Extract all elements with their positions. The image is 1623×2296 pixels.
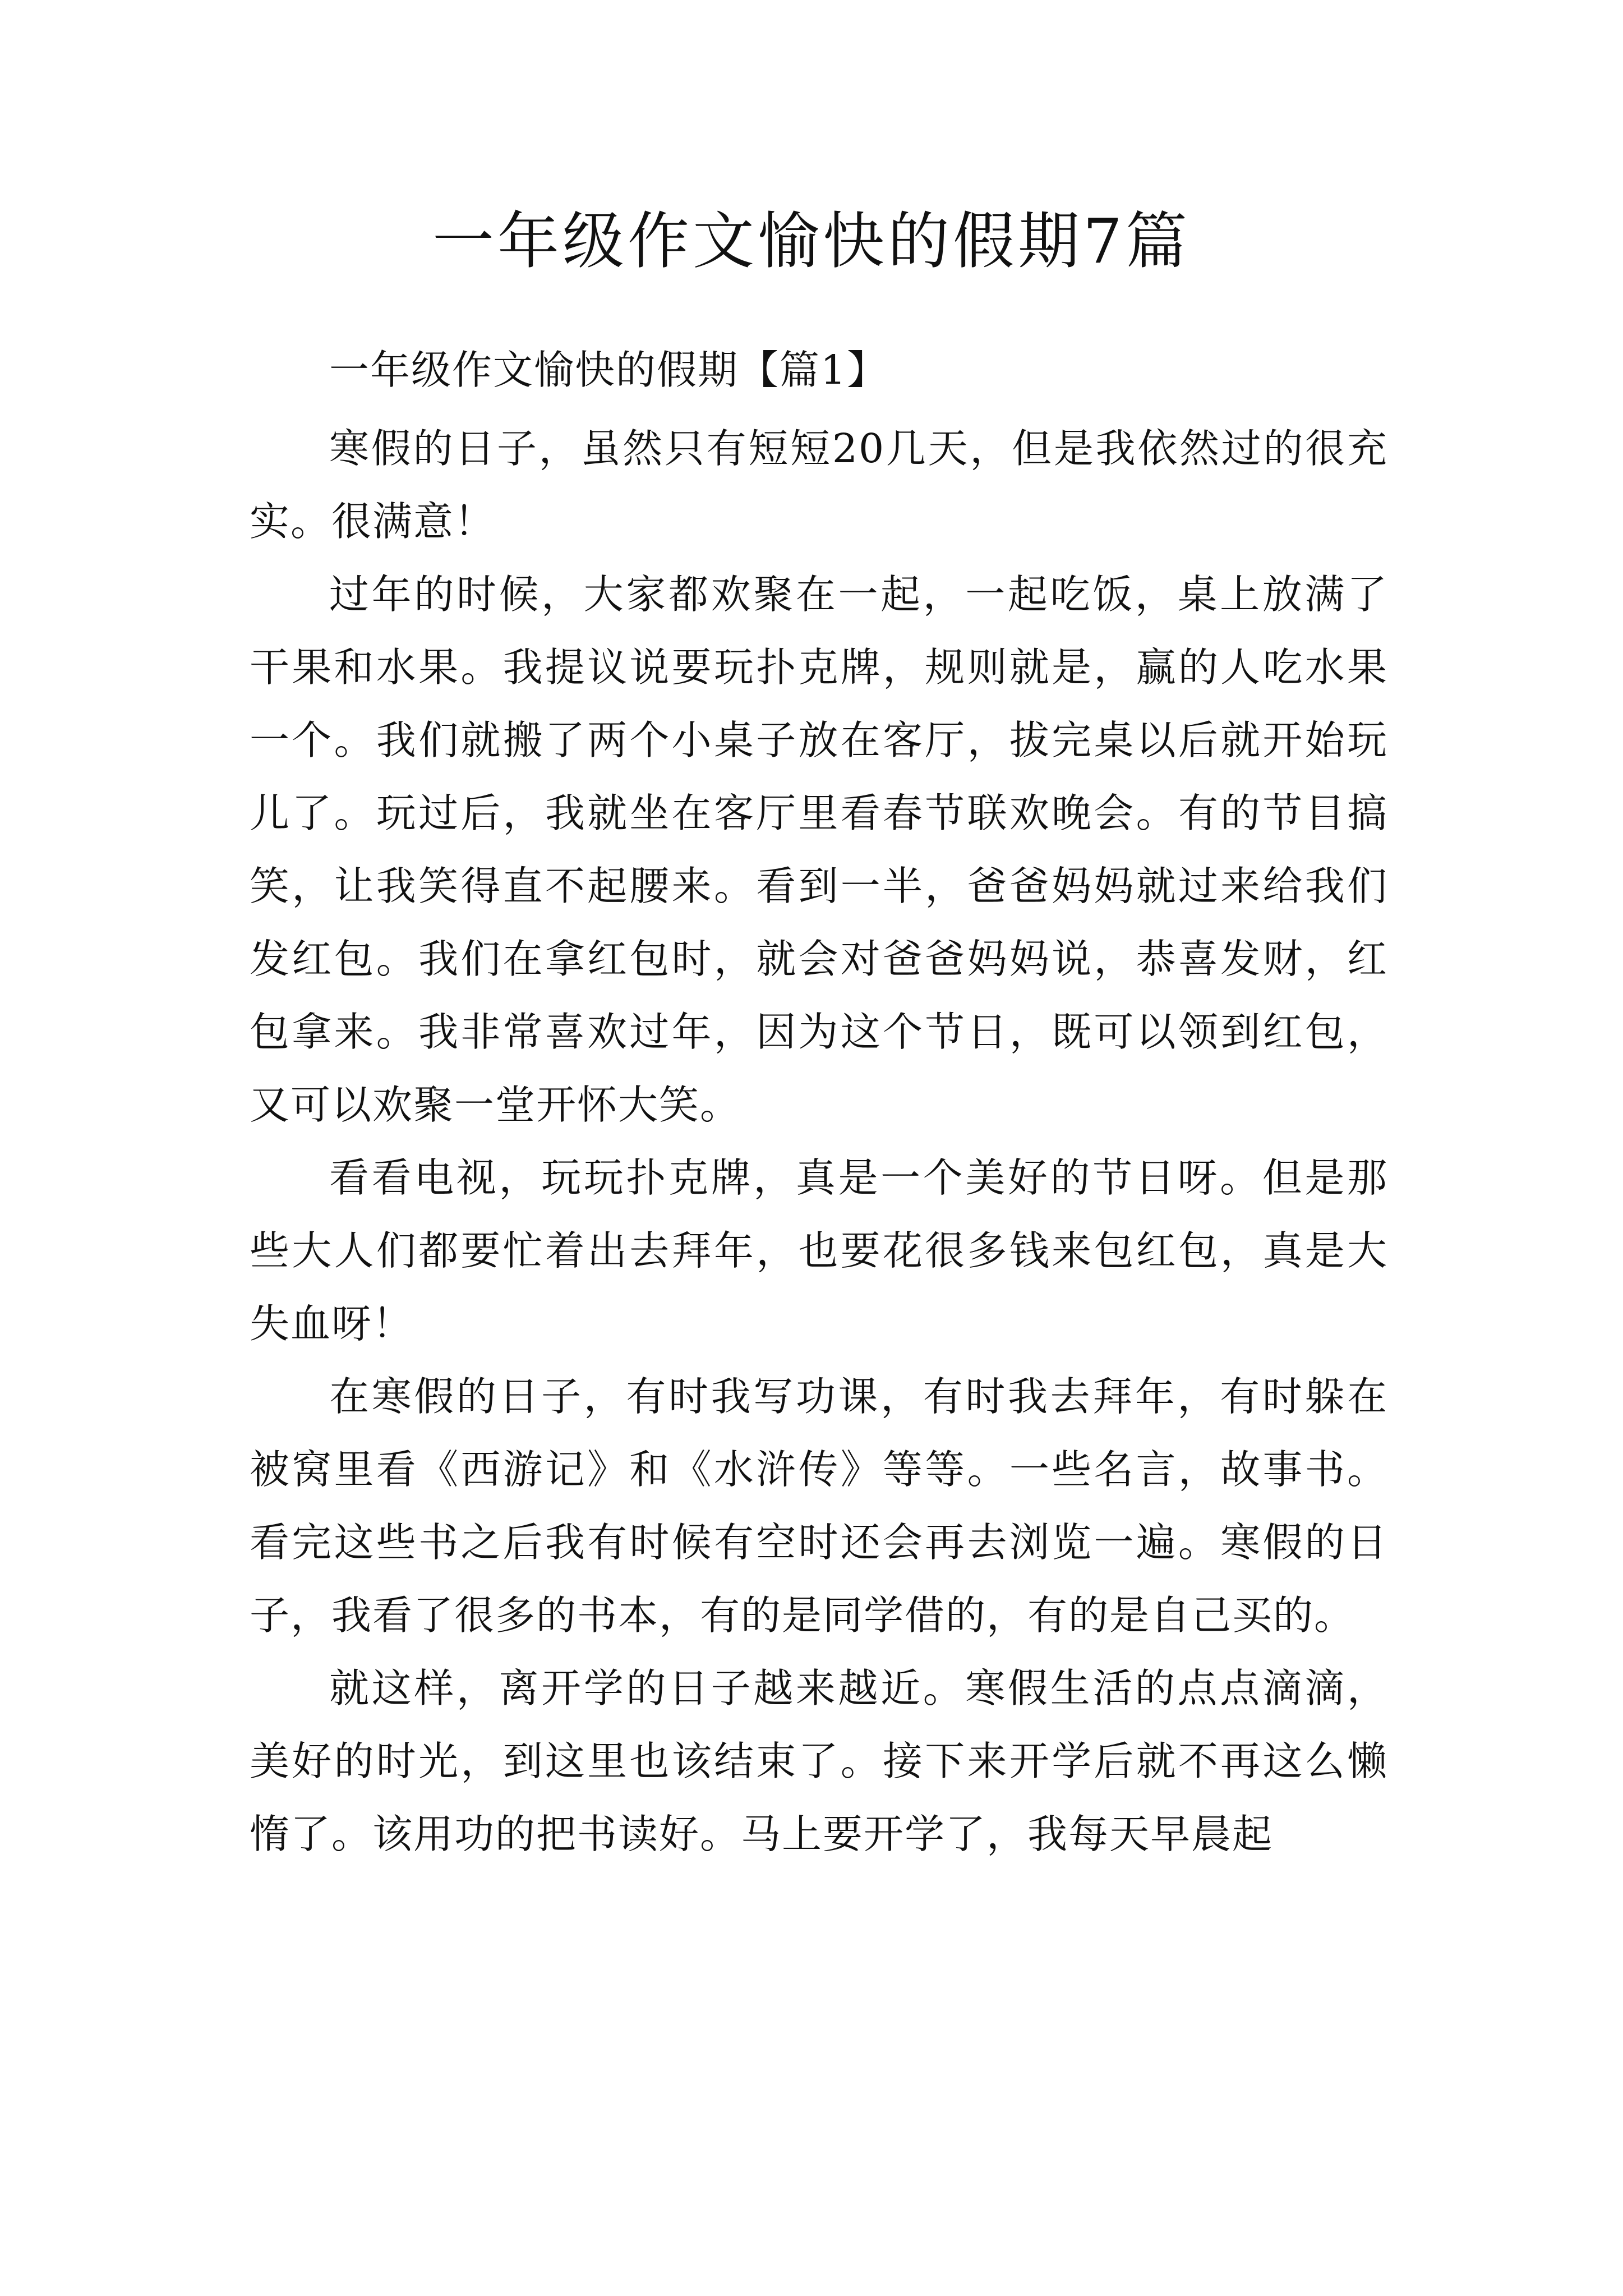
paragraph-4: 在寒假的日子，有时我写功课，有时我去拜年，有时躲在被窝里看《西游记》和《水浒传》等等。一些名言，故事书。看完这些书之后我有时候有空时还会再去浏览一遍。寒假的日子，我看了很多的书本，有的是同学借的，有的是自己买的。 [250, 1373, 1388, 1639]
paragraph-3: 看看电视，玩玩扑克牌，真是一个美好的节日呀。但是那些大人们都要忙着出去拜年，也要花很多钱来包红包，真是大失血呀！ [250, 1154, 1388, 1347]
paragraph-2: 过年的时候，大家都欢聚在一起，一起吃饭，桌上放满了干果和水果。我提议说要玩扑克牌，规则就是，赢的人吃水果一个。我们就搬了两个小桌子放在客厅，拔完桌以后就开始玩儿了。玩过后，我就坐在客厅里看春节联欢晚会。有的节目搞笑，让我笑得直不起腰来。看到一半，爸爸妈妈就过来给我们发红包。我们在拿红包时，就会对爸爸妈妈说，恭喜发财，红包拿来。我非常喜欢过年，因为这个节日，既可以领到红包，又可以欢聚一堂开怀大笑。 [250, 571, 1388, 1128]
paragraph-1: 寒假的日子，虽然只有短短20几天，但是我依然过的很充实。很满意！ [250, 425, 1388, 545]
document-body [250, 334, 1388, 1871]
paragraph-5: 就这样，离开学的日子越来越近。寒假生活的点点滴滴，美好的时光，到这里也该结束了。接下来开学后就不再这么懒惰了。该用功的把书读好。马上要开学了，我每天早晨起 [250, 1665, 1388, 1857]
section-heading: 一年级作文愉快的假期【篇1】 [329, 347, 888, 393]
document-title: 一年级作文愉快的假期7篇 [432, 205, 1191, 277]
